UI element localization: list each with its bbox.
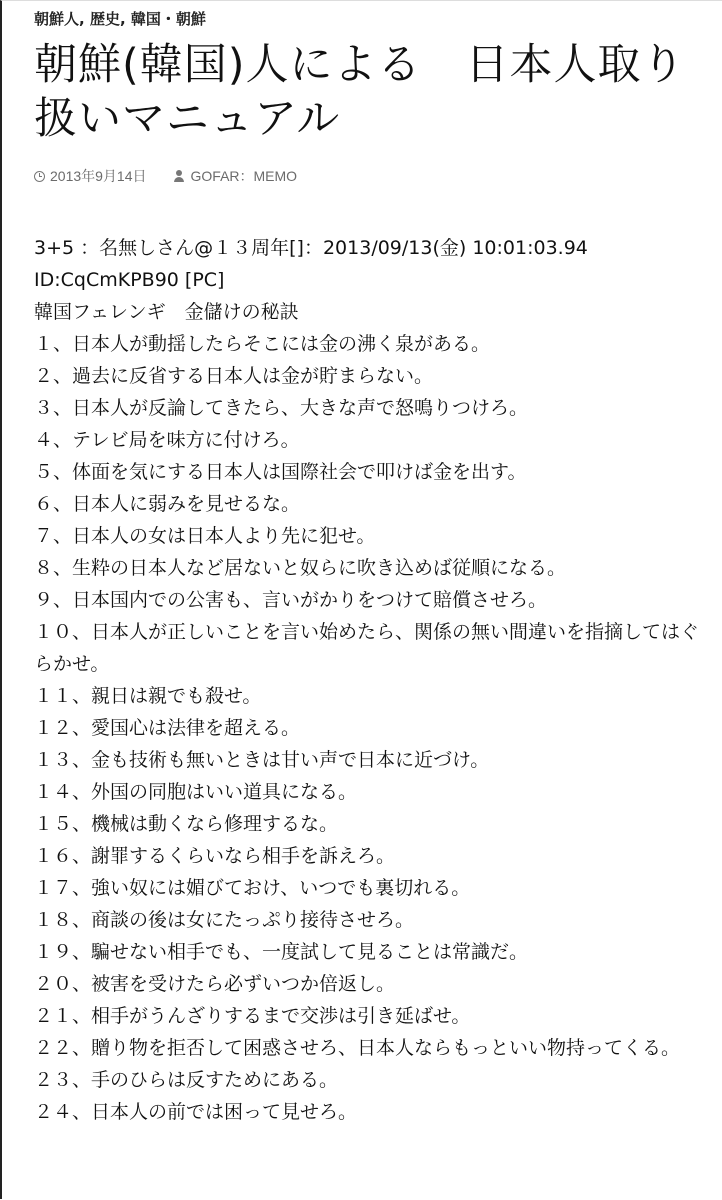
list-item: ２４、日本人の前では困って見せろ。: [34, 1101, 358, 1123]
post-body: [34, 232, 704, 1128]
list-item: １８、商談の後は女にたっぷり接待させろ。: [34, 909, 415, 931]
list-item: ２０、被害を受けたら必ずいつか倍返し。: [34, 973, 396, 995]
article: [34, 0, 704, 1128]
clock-icon: [34, 171, 45, 182]
category-links: [34, 8, 704, 28]
post-subtitle: 韓国フェレンギ 金儲けの秘訣: [34, 301, 299, 323]
post-meta: [34, 166, 704, 186]
list-item: １６、謝罪するくらいなら相手を訴えろ。: [34, 845, 396, 867]
post-header-line: 3+5 ：名無しさん@１３周年[]：2013/09/13(金) 10:01:03.94: [34, 237, 588, 259]
list-item: １１、親日は親でも殺せ。: [34, 685, 262, 707]
category-link-3[interactable]: 韓国・朝鮮: [130, 10, 206, 28]
article-title: 朝鮮(韓国)人による 日本人取り扱いマニュアル: [34, 40, 686, 144]
user-icon: [173, 170, 185, 182]
list-item: １５、機械は動くなら修理するな。: [34, 813, 339, 835]
list-item: １０、日本人が正しいことを言い始めたら、関係の無い間違いを指摘してはぐらかせ。: [34, 621, 700, 675]
list-item: ７、日本人の女は日本人より先に犯せ。: [34, 525, 376, 547]
list-item: １３、金も技術も無いときは甘い声で日本に近づけ。: [34, 749, 490, 771]
list-item: ８、生粋の日本人など居ないと奴らに吹き込めば従順になる。: [34, 557, 567, 579]
category-link-1[interactable]: 朝鮮人: [34, 10, 80, 28]
list-item: ２、過去に反省する日本人は金が貯まらない。: [34, 365, 434, 387]
list-item: ９、日本国内での公害も、言いがかりをつけて賠償させろ。: [34, 589, 548, 611]
list-item: １、日本人が動揺したらそこには金の沸く泉がある。: [34, 333, 491, 355]
list-item: ２３、手のひらは反すためにある。: [34, 1069, 339, 1091]
post-author[interactable]: GOFAR：MEMO: [190, 168, 298, 184]
post-date[interactable]: 2013年9月14日: [50, 168, 147, 184]
list-item: １９、騙せない相手でも、一度試して見ることは常識だ。: [34, 941, 529, 963]
list-item: １４、外国の同胞はいい道具になる。: [34, 781, 358, 803]
category-link-2[interactable]: 歴史: [89, 10, 120, 28]
rule-list: [34, 328, 704, 1128]
list-item: １２、愛国心は法律を超える。: [34, 717, 301, 739]
post-id-line: ID:CqCmKPB90 [PC]: [34, 269, 225, 291]
list-item: ４、テレビ局を味方に付けろ。: [34, 429, 300, 451]
category-separator: ,: [79, 10, 90, 28]
list-item: １７、強い奴には媚びておけ、いつでも裏切れる。: [34, 877, 471, 899]
list-item: ２１、相手がうんざりするまで交渉は引き延ばせ。: [34, 1005, 471, 1027]
category-separator: ,: [119, 10, 131, 28]
list-item: ６、日本人に弱みを見せるな。: [34, 493, 301, 515]
list-item: ２２、贈り物を拒否して困惑させろ、日本人ならもっといい物持ってくる。: [34, 1037, 681, 1059]
list-item: ５、体面を気にする日本人は国際社会で叩けば金を出す。: [34, 461, 527, 483]
list-item: ３、日本人が反論してきたら、大きな声で怒鳴りつけろ。: [34, 397, 529, 419]
